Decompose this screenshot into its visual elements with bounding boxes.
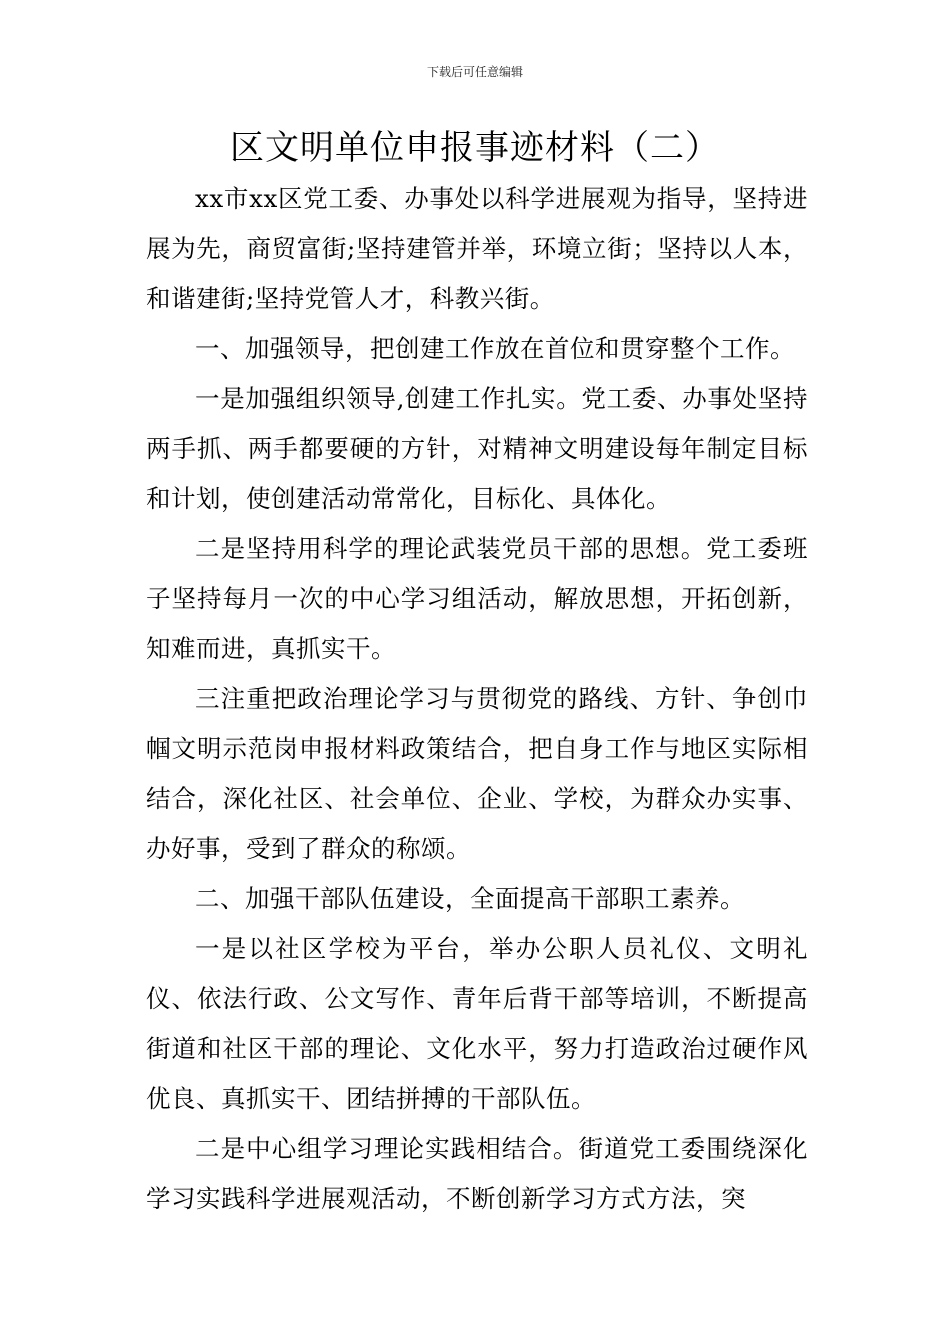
paragraph-section-2-item-1: 一是以社区学校为平台，举办公职人员礼仪、文明礼仪、依法行政、公文写作、青年后背干部等培训，不断提高街道和社区干部的理论、文化水平，努力打造政治过硬作风优良、真抓实干、团结拼搏的干部队伍。 (146, 934, 808, 1113)
paragraph-section-1-item-3: 三注重把政治理论学习与贯彻党的路线、方针、争创巾帼文明示范岗申报材料政策结合，把自身工作与地区实际相结合，深化社区、社会单位、企业、学校，为群众办实事、办好事，受到了群众的称颂。 (146, 684, 808, 863)
paragraph-section-2-item-2: 二是中心组学习理论实践相结合。街道党工委围绕深化学习实践科学进展观活动，不断创新学习方式方法，突 (146, 1134, 808, 1213)
paragraph-intro: xx市xx区党工委、办事处以科学进展观为指导，坚持进展为先，商贸富街;坚持建管并举，环境立街；坚持以人本，和谐建街;坚持党管人才，科教兴街。 (146, 184, 808, 313)
paragraph-section-1-item-2: 二是坚持用科学的理论武装党员干部的思想。党工委班子坚持每月一次的中心学习组活动，解放思想，开拓创新，知难而进，真抓实干。 (146, 534, 808, 663)
paragraph-section-2-heading: 二、加强干部队伍建设，全面提高干部职工素养。 (195, 884, 745, 913)
document-title: 区文明单位申报事迹材料（二） (230, 128, 720, 168)
header-note: 下载后可任意编辑 (426, 65, 523, 79)
paragraph-section-1-item-1: 一是加强组织领导,创建工作扎实。党工委、办事处坚持两手抓、两手都要硬的方针，对精神文明建设每年制定目标和计划，使创建活动常常化，目标化、具体化。 (146, 384, 808, 513)
document-body (146, 174, 808, 1224)
paragraph-section-1-heading: 一、加强领导，把创建工作放在首位和贯穿整个工作。 (195, 334, 795, 363)
